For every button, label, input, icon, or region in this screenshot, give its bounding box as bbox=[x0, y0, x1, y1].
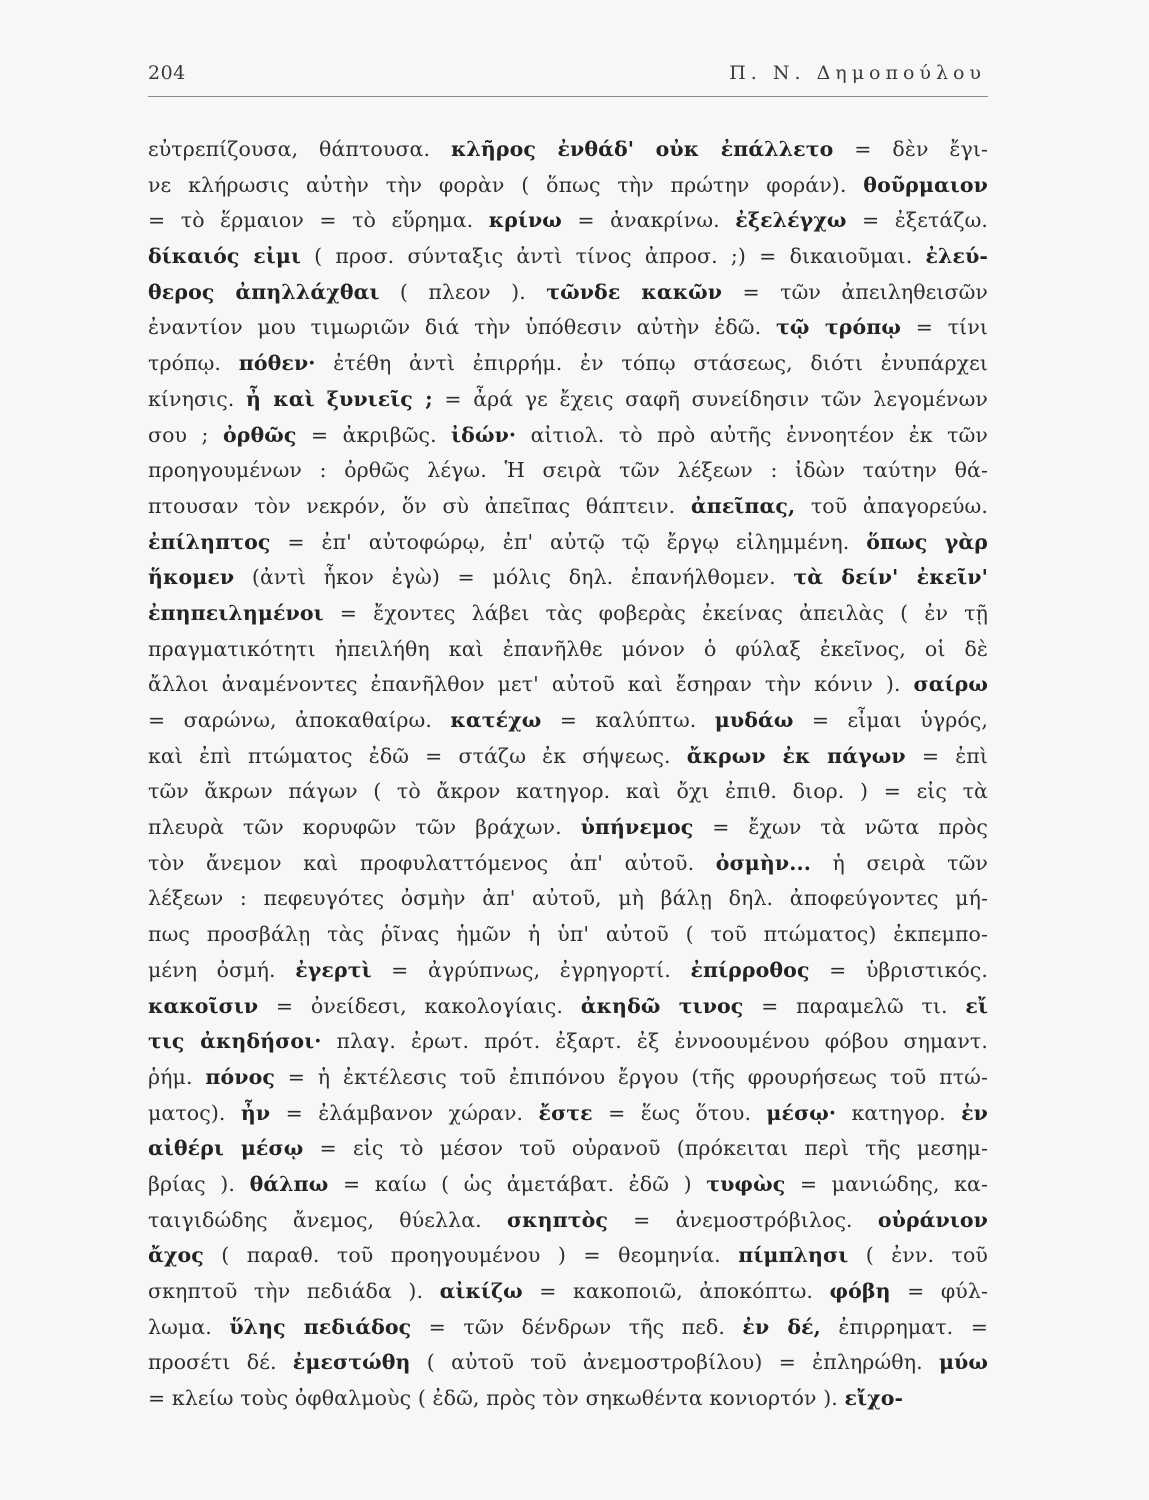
text-line bbox=[148, 346, 988, 382]
gloss-text: κίνησις. bbox=[148, 386, 247, 411]
headword: πίμπλησι bbox=[738, 1243, 849, 1268]
headword: θερος ἀπηλλάχθαι bbox=[148, 279, 380, 304]
text-line bbox=[148, 1203, 988, 1239]
gloss-text: = ἡ ἐκτέλεσις τοῦ ἐπιπόνου ἔργου (τῆς φρουρήσεως τοῦ πτώ- bbox=[274, 1064, 988, 1089]
text-line bbox=[148, 1345, 988, 1381]
gloss-text: τρόπῳ. bbox=[148, 351, 239, 376]
headword: τῶνδε κακῶν bbox=[546, 279, 723, 304]
text-line bbox=[148, 239, 988, 275]
gloss-text: προηγουμένων : ὀρθῶς λέγω. Ἡ σειρὰ τῶν λέξεων : ἰδὼν ταύτην θά- bbox=[148, 458, 988, 483]
gloss-text: ( πλεον ). bbox=[379, 279, 547, 304]
headword: ὕλης πεδιάδος bbox=[229, 1314, 412, 1339]
headword: ὀρθῶς bbox=[222, 422, 297, 447]
gloss-text: = μανιώδης, κα- bbox=[785, 1171, 988, 1196]
text-line bbox=[148, 774, 988, 810]
gloss-text: = ἐπ' αὐτοφώρῳ, ἐπ' αὐτῷ τῷ ἔργῳ εἰλημμένη. bbox=[270, 529, 867, 554]
gloss-text: = εἰς τὸ μέσον τοῦ οὐρανοῦ (πρόκειται περὶ τῆς μεσημ- bbox=[303, 1136, 988, 1161]
text-line bbox=[148, 1310, 988, 1346]
header-rule bbox=[148, 96, 988, 97]
text-line bbox=[148, 1274, 988, 1310]
gloss-text: ( αὐτοῦ τοῦ ἀνεμοστροβίλου) = ἐπληρώθη. bbox=[410, 1350, 939, 1375]
headword: ἄκρων ἐκ πάγων bbox=[686, 743, 906, 768]
headword: ἐλεύ- bbox=[925, 244, 988, 269]
text-line bbox=[148, 810, 988, 846]
gloss-text: = σαρώνω, ἀποκαθαίρω. bbox=[148, 708, 451, 732]
gloss-text: (ἀντὶ ἧκον ἐγὼ) = μόλις δηλ. ἐπανήλθομεν. bbox=[234, 565, 794, 590]
headword: μύω bbox=[938, 1350, 988, 1375]
gloss-text: ἡ σειρὰ τῶν bbox=[810, 850, 988, 875]
text-line bbox=[148, 989, 988, 1025]
page-number: 204 bbox=[148, 62, 186, 84]
headword: αἰθέρι μέσῳ bbox=[148, 1136, 304, 1161]
text-line bbox=[148, 203, 988, 239]
headword: ἥκομεν bbox=[148, 565, 235, 590]
gloss-text: κατηγορ. bbox=[836, 1100, 962, 1125]
text-line bbox=[148, 1096, 988, 1132]
headword: ἦν bbox=[240, 1100, 271, 1125]
gloss-text: σου ; bbox=[148, 422, 223, 447]
gloss-text: πτουσαν τὸν νεκρόν, ὅν σὺ ἀπεῖπας θάπτειν. bbox=[148, 493, 691, 518]
headword: ἐν δέ, bbox=[742, 1314, 821, 1339]
text-line bbox=[148, 1024, 988, 1060]
headword: τὰ δείν' ἐκεῖν' bbox=[793, 565, 988, 590]
text-line bbox=[148, 632, 988, 668]
text-line bbox=[148, 168, 988, 204]
headword: μέσῳ· bbox=[766, 1100, 837, 1125]
text-line bbox=[148, 1131, 988, 1167]
headword: θοῦρμαιον bbox=[863, 172, 988, 197]
gloss-text: = ἀκριβῶς. bbox=[296, 422, 452, 447]
text-line bbox=[148, 489, 988, 525]
text-line bbox=[148, 382, 988, 418]
headword: εἴ bbox=[965, 993, 988, 1018]
headword: ἐγερτὶ bbox=[295, 957, 372, 982]
headword: αἰκίζω bbox=[439, 1279, 523, 1303]
headword: ἀκηδῶ τινος bbox=[580, 993, 744, 1018]
headword: πόθεν· bbox=[238, 351, 316, 376]
text-line bbox=[148, 1167, 988, 1203]
headword: εἴχο- bbox=[844, 1386, 904, 1411]
gloss-text: λέξεων : πεφευγότες ὀσμὴν ἀπ' αὐτοῦ, μὴ βάλῃ δηλ. ἀποφεύγοντες μή- bbox=[148, 886, 988, 911]
gloss-text: = ἐξετάζω. bbox=[846, 208, 988, 233]
headword: κατέχω bbox=[450, 708, 542, 732]
gloss-text: = τῶν δένδρων τῆς πεδ. bbox=[411, 1314, 743, 1339]
text-line bbox=[148, 1060, 988, 1096]
gloss-text: ( παραθ. τοῦ προηγουμένου ) = θεομηνία. bbox=[203, 1243, 739, 1268]
headword: τῷ τρόπῳ bbox=[775, 315, 901, 340]
gloss-text: πλευρὰ τῶν κορυφῶν τῶν βράχων. bbox=[148, 815, 581, 840]
gloss-text: = εἶμαι ὑγρός, bbox=[793, 708, 988, 732]
gloss-text: = καλύπτω. bbox=[541, 708, 715, 732]
gloss-text: τῶν ἄκρων πάγων ( τὸ ἄκρον κατηγορ. καὶ ὄχι ἐπιθ. διορ. ) = εἰς τὰ bbox=[148, 779, 988, 804]
gloss-text: πως προσβάλῃ τὰς ῥῖνας ἡμῶν ἡ ὑπ' αὐτοῦ ( τοῦ πτώματος) ἐκπεμπο- bbox=[148, 922, 988, 947]
running-title: Π. Ν. Δημοπούλου bbox=[729, 62, 986, 84]
gloss-text: ἄλλοι ἀναμένοντες ἐπανῆλθον μετ' αὐτοῦ καὶ ἔσηραν τὴν κόνιν ). bbox=[148, 672, 914, 697]
gloss-text: = φύλ- bbox=[890, 1279, 988, 1303]
gloss-text: ἐπιρρηματ. = bbox=[820, 1314, 988, 1339]
text-line bbox=[148, 846, 988, 882]
gloss-text: = ἀνεμοστρόβιλος. bbox=[608, 1207, 878, 1232]
text-line bbox=[148, 596, 988, 632]
gloss-text: = ἐλάμβανον χώραν. bbox=[270, 1100, 539, 1125]
text-line bbox=[148, 132, 988, 168]
headword: ὑπήνεμος bbox=[580, 815, 694, 840]
gloss-text: τοῦ ἀπαγορεύω. bbox=[795, 493, 988, 518]
gloss-text: βρίας ). bbox=[148, 1171, 250, 1196]
headword: κακοῖσιν bbox=[148, 993, 259, 1018]
gloss-text: = καίω ( ὡς ἀμετάβατ. ἐδῶ ) bbox=[328, 1171, 707, 1196]
text-line bbox=[148, 310, 988, 346]
gloss-text: = ὀνείδεσι, κακολογίαις. bbox=[258, 993, 581, 1018]
gloss-text: ῥήμ. bbox=[148, 1064, 206, 1089]
gloss-text: = κακοποιῶ, ἀποκόπτω. bbox=[522, 1279, 830, 1303]
headword: τις ἀκηδήσοι· bbox=[148, 1029, 322, 1054]
headword: ἦ καὶ ξυνιεῖς ; bbox=[246, 386, 433, 411]
headword: πόνος bbox=[205, 1064, 275, 1089]
gloss-text: σκηπτοῦ τὴν πεδιάδα ). bbox=[148, 1279, 440, 1303]
headword: ἐπίληπτος bbox=[148, 529, 271, 554]
headword: θάλπω bbox=[249, 1171, 329, 1196]
page-header bbox=[148, 62, 986, 88]
text-line bbox=[148, 1381, 988, 1417]
text-body bbox=[148, 132, 988, 1417]
gloss-text: = παραμελῶ τι. bbox=[743, 993, 966, 1018]
text-line bbox=[148, 525, 988, 561]
text-line bbox=[148, 917, 988, 953]
gloss-text: ( ἐνν. τοῦ bbox=[848, 1243, 988, 1268]
gloss-text: = ἔχοντες λάβει τὰς φοβερὰς ἐκείνας ἀπειλὰς ( ἐν τῇ bbox=[323, 600, 988, 625]
gloss-text: = ὑβριστικός. bbox=[809, 957, 988, 982]
gloss-text: αἰτιολ. τὸ πρὸ αὐτῆς ἐννοητέον ἐκ τῶν bbox=[516, 422, 988, 447]
headword: ὀσμὴν... bbox=[715, 850, 811, 875]
headword: ἐπίρροθος bbox=[690, 957, 810, 982]
headword: μυδάω bbox=[714, 708, 794, 732]
gloss-text: καὶ ἐπὶ πτώματος ἐδῶ = στάζω ἐκ σήψεως. bbox=[148, 743, 687, 768]
gloss-text: ματος). bbox=[148, 1100, 241, 1125]
headword: ἐμεστώθη bbox=[292, 1350, 411, 1375]
headword: κλῆρος ἐνθάδ' οὐκ ἐπάλλετο bbox=[450, 137, 834, 161]
gloss-text: μένη ὀσμή. bbox=[148, 957, 296, 982]
headword: σαίρω bbox=[913, 672, 988, 697]
text-line bbox=[148, 703, 988, 739]
text-line bbox=[148, 418, 988, 454]
gloss-text: ταιγιδώδης ἄνεμος, θύελλα. bbox=[148, 1207, 507, 1232]
text-line bbox=[148, 560, 988, 596]
text-line bbox=[148, 881, 988, 917]
gloss-text: ἐναντίον μου τιμωριῶν διά τὴν ὑπόθεσιν αὐτὴν ἐδῶ. bbox=[148, 315, 776, 340]
text-line bbox=[148, 453, 988, 489]
text-line bbox=[148, 1238, 988, 1274]
gloss-text: τὸν ἄνεμον καὶ προφυλαττόμενος ἀπ' αὐτοῦ. bbox=[148, 850, 716, 875]
headword: φόβη bbox=[829, 1279, 891, 1303]
gloss-text: εὐτρεπίζουσα, θάπτουσα. bbox=[148, 137, 451, 161]
text-line bbox=[148, 275, 988, 311]
headword: ἐν bbox=[961, 1100, 988, 1125]
headword: σκηπτὸς bbox=[506, 1207, 608, 1232]
gloss-text: = ἕως ὅτου. bbox=[592, 1100, 767, 1125]
gloss-text: πλαγ. ἐρωτ. πρότ. ἐξαρτ. ἐξ ἐννοουμένου φόβου σημαντ. bbox=[321, 1029, 988, 1054]
gloss-text: λωμα. bbox=[148, 1314, 230, 1339]
gloss-text: = ἐπὶ bbox=[905, 743, 988, 768]
gloss-text: = ἆρά γε ἔχεις σαφῆ συνείδησιν τῶν λεγομένων bbox=[432, 386, 988, 411]
gloss-text: = ἔχων τὰ νῶτα πρὸς bbox=[693, 815, 988, 840]
gloss-text: = κλείω τοὺς ὀφθαλμοὺς ( ἐδῶ, πρὸς τὸν σηκωθέντα κονιορτόν ). bbox=[148, 1386, 845, 1411]
headword: ἐξελέγχω bbox=[735, 208, 847, 233]
text-line bbox=[148, 667, 988, 703]
gloss-text: πραγματικότητι ἠπειλήθη καὶ ἐπανῆλθε μόνον ὁ φύλαξ ἐκεῖνος, οἱ δὲ bbox=[148, 636, 988, 661]
gloss-text: ( προσ. σύνταξις ἀντὶ τίνος ἀπροσ. ;) = δικαιοῦμαι. bbox=[301, 244, 926, 269]
headword: δίκαιός εἰμι bbox=[148, 244, 301, 269]
gloss-text: = ἀνακρίνω. bbox=[561, 208, 736, 233]
gloss-text: = τὸ ἕρμαιον = τὸ εὕρημα. bbox=[148, 208, 489, 233]
gloss-text: ἐτέθη ἀντὶ ἐπιρρήμ. ἐν τόπῳ στάσεως, διότι ἐνυπάρχει bbox=[315, 351, 988, 376]
headword: ἀπεῖπας, bbox=[690, 493, 796, 518]
gloss-text: = τίνι bbox=[900, 315, 988, 340]
headword: ὅπως γὰρ bbox=[866, 529, 988, 554]
headword: κρίνω bbox=[488, 208, 562, 233]
headword: ἰδών· bbox=[451, 422, 517, 447]
gloss-text: νε κλήρωσις αὐτὴν τὴν φορὰν ( ὅπως τὴν πρώτην φοράν). bbox=[148, 172, 864, 197]
headword: ἐπηπειλημένοι bbox=[148, 600, 324, 625]
gloss-text: προσέτι δέ. bbox=[148, 1350, 293, 1375]
gloss-text: = τῶν ἀπειληθεισῶν bbox=[722, 279, 988, 304]
headword: ἔστε bbox=[538, 1100, 593, 1125]
text-line bbox=[148, 739, 988, 775]
headword: τυφὼς bbox=[706, 1171, 786, 1196]
headword: οὐράνιον bbox=[877, 1207, 988, 1232]
gloss-text: = δὲν ἔγι- bbox=[833, 137, 988, 161]
headword: ἄχος bbox=[148, 1243, 204, 1268]
text-line bbox=[148, 953, 988, 989]
gloss-text: = ἀγρύπνως, ἐγρηγορτί. bbox=[371, 957, 691, 982]
